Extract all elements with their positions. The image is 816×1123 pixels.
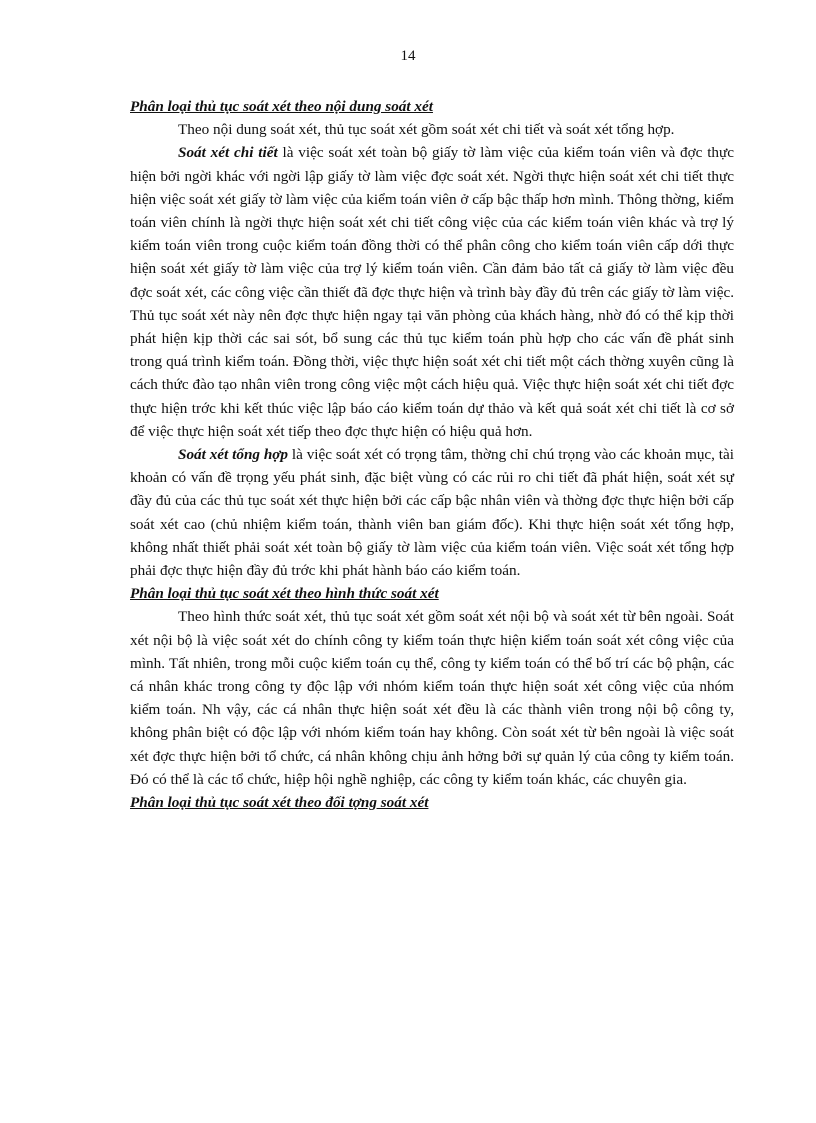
section-heading-form: Phân loại thủ tục soát xét theo hình thức soát xét (130, 585, 439, 603)
detail-review-text: là việc soát xét toàn bộ giấy tờ làm việc của kiểm toán viên và đợc thực hiện bởi ngời khác với ngời lập giấy tờ làm việc đợc soát xét. Ngời thực hiện soát xét chi tiết thực hiện việc soát xét giấy tờ làm việc của kiểm toán viên ở cấp bậc thấp hơn mình. Thông thờng, kiểm toán viên chính là ngời thực hiện soát xét chi tiết công việc của các kiểm toán viên khác và trợ lý kiểm toán viên trong cuộc kiểm toán đồng thời có thể phân công cho kiểm toán viên cấp dới thực hiện soát xét giấy tờ làm việc của trợ lý kiểm toán viên. Cần đảm bảo tất cả giấy tờ làm việc đều đợc soát xét, các công việc cần thiết đã đợc thực hiện và trình bày đầy đủ trên các giấy tờ làm việc. Thủ tục soát xét này nên đợc thực hiện ngay tại văn phòng của khách hàng, nhờ đó có thể kịp thời phát hiện kịp thời các sai sót, bổ sung các thủ tục kiểm toán phù hợp cho các vấn đề phát sinh trong quá trình kiểm toán. Đồng thời, việc thực hiện soát xét chi tiết một cách thờng xuyên cũng là cách thức đào tạo nhân viên trong công việc một cách hiệu quả. Việc thực hiện soát xét chi tiết đợc thực hiện trớc khi kết thúc việc lập báo cáo kiểm toán dự thảo và kết quả soát xét chi tiết là cơ sở để việc thực hiện soát xét tiếp theo đợc thực hiện có hiệu quả hơn. (130, 144, 734, 440)
page-number: 14 (400, 48, 416, 64)
paragraph-intro: Theo nội dung soát xét, thủ tục soát xét gồm soát xét chi tiết và soát xét tổng hợp. (178, 121, 675, 139)
section-heading-content: Phân loại thủ tục soát xét theo nội dung soát xét (130, 98, 433, 115)
section-heading-object: Phân loại thủ tục soát xét theo đối tợng soát xét (130, 794, 429, 812)
summary-review-text: là việc soát xét có trọng tâm, thờng chỉ chú trọng vào các khoản mục, tài khoản có vấn đề trọng yếu phát sinh, đặc biệt vùng có các rủi ro chi tiết đã phát hiện, soát xét sự đầy đủ của các thủ tục soát xét thực hiện bởi các cấp bậc nhân viên và thờng đợc thực hiện bởi cấp soát xét cao (chủ nhiệm kiểm toán, thành viên ban giám đốc). Khi thực hiện soát xét tổng hợp, không nhất thiết phải soát xét toàn bộ giấy tờ làm việc của kiểm toán viên. Việc soát xét tổng hợp phải đợc thực hiện đầy đủ trớc khi phát hành báo cáo kiểm toán. (130, 446, 734, 580)
paragraph-summary-review (130, 443, 734, 582)
paragraph-form-review: Theo hình thức soát xét, thủ tục soát xét gồm soát xét nội bộ và soát xét từ bên ngoài. Soát xét nội bộ là việc soát xét do chính công ty kiểm toán thực hiện kiểm toán soát xét công việc của mình. Tất nhiên, trong mỗi cuộc kiểm toán cụ thể, công ty kiểm toán có thể bố trí các bộ phận, các cá nhân khác trong công ty độc lập với nhóm kiểm toán thực hiện soát xét công việc của nhóm kiểm toán. Nh vậy, các cá nhân thực hiện soát xét đều là các thành viên trong nội bộ công ty, không phân biệt có độc lập với nhóm kiểm toán hay không. Còn soát xét từ bên ngoài là việc soát xét đợc thực hiện bởi tổ chức, cá nhân không chịu ảnh hởng bởi sự quản lý của công ty kiểm toán. Đó có thể là các tổ chức, hiệp hội nghề nghiệp, các công ty kiểm toán khác, các chuyên gia. (130, 608, 734, 788)
document-body (130, 95, 734, 814)
paragraph-detail-review (130, 141, 734, 443)
term-detail-review: Soát xét chi tiết (178, 144, 278, 162)
term-summary-review: Soát xét tổng hợp (178, 446, 289, 464)
